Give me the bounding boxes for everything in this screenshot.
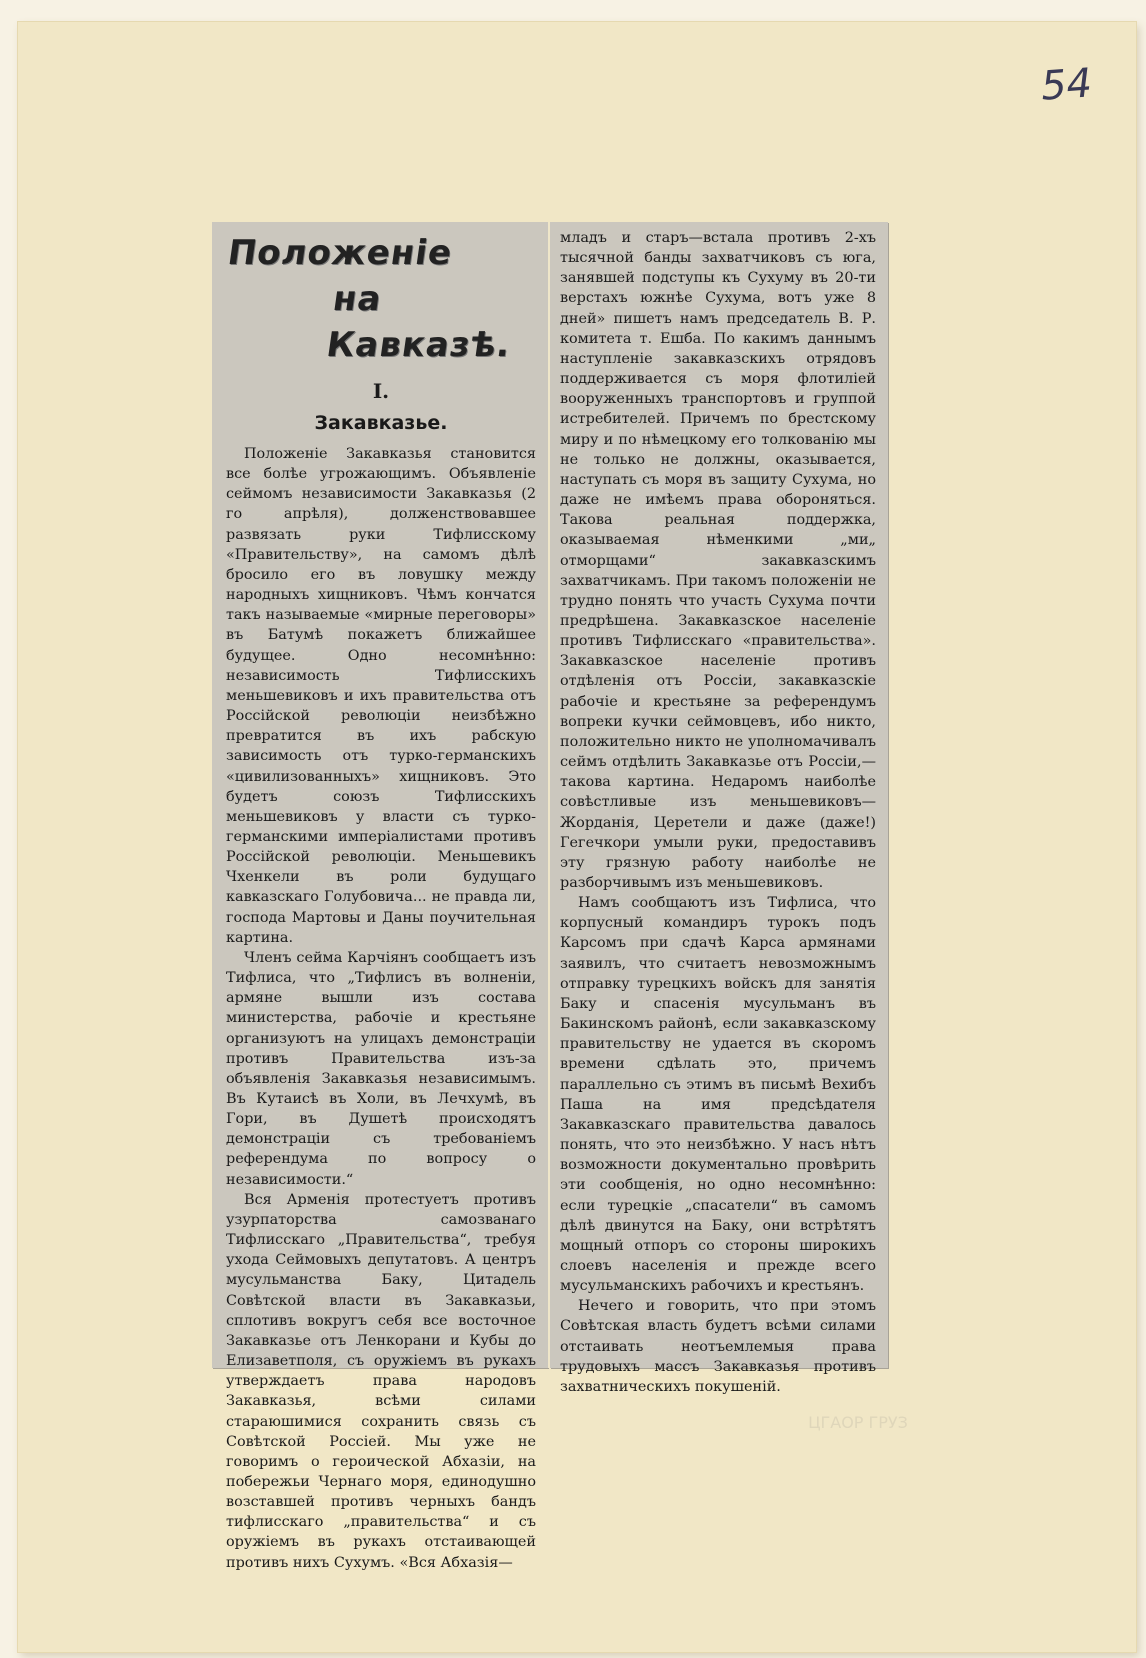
folio-number: 54 — [1039, 60, 1094, 110]
section-numeral: I. — [372, 379, 390, 403]
section-subheading: Закавказье. — [314, 412, 448, 434]
left-paragraph-1: Положеніе Закавказья становится все болѣе угрожающимъ. Объявленіе сеймомъ независимости Закавказья (2 го апрѣля), долженствовавшее развязать руки Тифлисскому «Правительству», на самомъ дѣлѣ бросило его въ ловушку между народныхъ хищниковъ. Чѣмъ кончатся такъ называемые «мирные переговоры» въ Батумѣ покажетъ ближайшее будущее. Одно несомнѣнно: независимость Тифлисскихъ меньшевиковъ и ихъ правительства отъ Россійской революціи неизбѣжно превратится въ ихъ рабскую зависимость отъ турко-германскихъ «цивилизованныхъ» хищниковъ. Это будетъ союзъ Тифлисскихъ меньшевиковъ у власти съ турко-германскими имперіалистами противъ Россійской революціи. Меньшевикъ Чхенкели въ роли будущаго кавказскаго Голубовича... не правда ли, господа Мартовы и Даны поучительная картина. — [226, 446, 536, 946]
archive-stamp: ЦГАОР ГРУЗ — [808, 1413, 908, 1432]
title-line-2: на Кавказѣ. — [323, 279, 514, 365]
right-paragraph-3: Нечего и говорить, что при этомъ Совѣтская власть будетъ всѣми силами отстаивать неотъемлемыя права трудовыхъ массъ Закавказья противъ захватническихъ покушеній. — [560, 1298, 876, 1395]
left-paragraph-3: Вся Арменія протестуетъ противъ узурпаторства самозванаго Тифлисскаго „Правительства“, требуя ухода Сеймовыхъ депутатовъ. А центръ мусульманства Баку, Цитадель Совѣтской власти въ Закавказьи, сплотивъ вокругъ себя все восточное Закавказье отъ Ленкорани и Кубы до Елизаветполя, съ оружіемъ въ рукахъ утверждаетъ права народовъ Закавказья, всѣми силами стараюшимися сохранить связь съ Совѣтской Россіей. Мы уже не говоримъ о героической Абхазіи, на побережьи Чернаго моря, единодушно возставшей противъ черныхъ бандъ тифлисскаго „правительства“ и съ оружіемъ въ рукахъ отстаивающей противъ нихъ Сухумъ. «Вся Абхазія— — [226, 1191, 536, 1571]
article-title — [226, 230, 536, 368]
clipping-left-column — [212, 222, 548, 1571]
right-paragraph-2: Намъ сообщаютъ изъ Тифлиса, что корпусный командиръ турокъ подъ Карсомъ при сдачѣ Карса армянами заявилъ, что считаетъ невозможнымъ отправку турецкихъ войскъ для занятія Баку и спасенія мусульманъ въ Бакинскомъ районѣ, если закавказскому правительству не удается въ скоромъ времени сдѣлать это, причемъ параллельно съ этимъ въ письмѣ Вехибъ Паша на имя предсѣдателя Закавказскаго правительства давалось понять, что это неизбѣжно. У насъ нѣтъ возможности документально провѣрить эти сообщенія, но одно несомнѣнно: если турецкіе „спасатели“ въ самомъ дѣлѣ двинутся на Баку, они встрѣтятъ мощный отпоръ со стороны широкихъ слоевъ населенія и прежде всего мусульманскихъ рабочихъ и крестьянъ. — [560, 895, 876, 1295]
right-paragraph-1: младъ и старъ—встала противъ 2-хъ тысячной банды захватчиковъ съ юга, занявшей подступы къ Сухуму въ 20-ти верстахъ южнѣе Сухума, вотъ уже 8 дней» пишетъ намъ председатель В. Р. комитета т. Ешба. По какимъ даннымъ наступленіе закавказскихъ отрядовъ поддерживается съ моря флотиліей вооруженныхъ транспортовъ и группой истребителей. Причемъ по брестскому миру и по нѣмецкому его толкованію мы не только не должны, оказывается, наступать съ моря въ защиту Сухума, но даже не имѣемъ права обороняться. Такова реальная поддержка, оказываемая нѣменкими „ми„ отморщами“ закавказскимъ захватчикамъ. При такомъ положеніи не трудно понять что участь Сухума почти предрѣшена. Закавказское населеніе противъ Тифлисскаго «правительства». Закавказское населеніе противъ отдѣленія отъ Россіи, закавказскіе рабочіе и крестьяне за референдумъ вопреки кучки сеймовцевъ, ибо никто, положительно никто не уполномачивалъ сеймъ отдѣлить Закавказье отъ Россіи,—такова картина. Недаромъ наиболѣе совѣстливые изъ меньшевиковъ—Жорданія, Церетели и даже (даже!) Гегечкори умыли руки, предоставивъ эту грязную работу наиболѣе не разборчивымъ изъ меньшевиковъ. — [560, 230, 876, 891]
title-line-1: Положеніе — [225, 233, 455, 273]
left-paragraph-2: Членъ сейма Карчіянъ сообщаетъ изъ Тифлиса, что „Тифлисъ въ волненіи, армяне вышли изъ состава министерства, рабочіе и крестьяне организуютъ на улицахъ демонстраціи противъ Правительства изъ-за объявленія Закавказья независимымъ. Въ Кутаисѣ въ Холи, въ Лечхумѣ, въ Гори, въ Душетѣ происходятъ демонстраціи съ требованіемъ референдума по вопросу о независимости.“ — [226, 949, 536, 1188]
clipping-right-column — [550, 222, 888, 1395]
